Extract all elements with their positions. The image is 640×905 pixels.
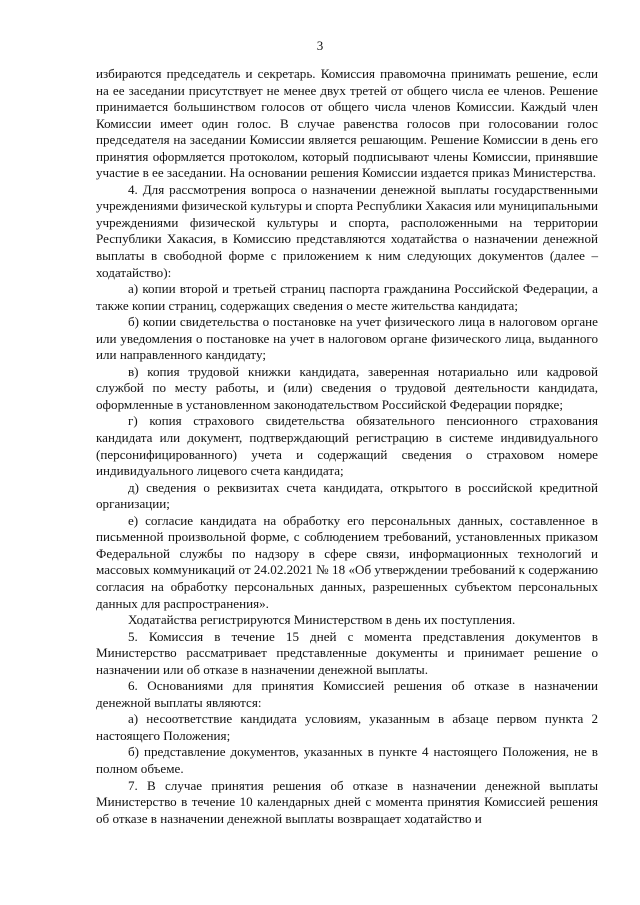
paragraph-item-7: 7. В случае принятия решения об отказе в назначении денежной выплаты Министерство в течение 10 календарных дней с момента принятия Комиссией решения об отказе в назначении денежной выплаты возвращает ходатайство и <box>96 777 598 826</box>
paragraph-registration: Ходатайства регистрируются Министерством в день их поступления. <box>128 612 516 628</box>
paragraph-item-5: 5. Комиссия в течение 15 дней с момента представления документов в Министерство рассматривает представленные документы и принимает решение о назначении или об отказе в назначении денежной выплаты. <box>96 628 598 677</box>
page-number: 3 <box>316 38 324 53</box>
paragraph-subitem-e: е) согласие кандидата на обработку его персональных данных, составленное в письменной произвольной форме, с соблюдением требований, установленных приказом Федеральной службы по надзору в сфере связи, информационных технологий и массовых коммуникаций от 24.02.2021 № 18 «Об утверждении требований к содержанию согласия на обработку персональных данных, разрешенных субъектом персональных данных для распространения». <box>96 512 598 611</box>
paragraph-subitem-d: д) сведения о реквизитах счета кандидата, открытого в российской кредитной организации; <box>96 479 598 512</box>
paragraph-item-4: 4. Для рассмотрения вопроса о назначении денежной выплаты государственными учреждениями физической культуры и спорта Республики Хакасия или муниципальными учреждениями физической культуры и спорта, расположенными на территории Республики Хакасия, в Комиссию представляются ходатайства о назначении денежной выплаты в свободной форме с приложением к ним следующих документов (далее – ходатайство): <box>96 181 598 280</box>
document-body <box>96 66 598 827</box>
paragraph-subitem-v: в) копия трудовой книжки кандидата, заверенная нотариально или кадровой службой по месту работы, и (или) сведения о трудовой деятельности кандидата, оформленные в установленном законодательством Российской Федерации порядке; <box>96 363 598 412</box>
paragraph-subitem-b: б) копии свидетельства о постановке на учет физического лица в налоговом органе или уведомления о постановке на учет в налоговом органе физического лица, выданного или направленного кандидату; <box>96 314 598 363</box>
paragraph-subitem-a: а) копии второй и третьей страниц паспорта гражданина Российской Федерации, а также копии страниц, содержащих сведения о месте жительства кандидата; <box>96 281 598 313</box>
paragraph-continuation: избираются председатель и секретарь. Комиссия правомочна принимать решение, если на ее заседании присутствует не менее двух третей от общего числа ее членов. Решение принимается большинством голосов от общего числа членов Комиссии. Каждый член Комиссии имеет один голос. В случае равенства голосов при голосовании голос председателя на заседании Комиссии является решающим. Решение Комиссии в день его принятия оформляется протоколом, который подписывают члены Комиссии, принявшие участие в ее заседании. На основании решения Комиссии издается приказ Министерства. <box>96 66 598 181</box>
paragraph-item-6: 6. Основаниями для принятия Комиссией решения об отказе в назначении денежной выплаты являются: <box>96 678 598 710</box>
paragraph-item-6-b: б) представление документов, указанных в пункте 4 настоящего Положения, не в полном объеме. <box>96 744 598 776</box>
paragraph-subitem-g: г) копия страхового свидетельства обязательного пенсионного страхования кандидата или документ, подтверждающий регистрацию в системе индивидуального (персонифицированного) учета и содержащий сведения о страховом номере индивидуального лицевого счета кандидата; <box>96 413 598 479</box>
paragraph-item-6-a: а) несоответствие кандидата условиям, указанным в абзаце первом пункта 2 настоящего Положения; <box>96 711 598 743</box>
